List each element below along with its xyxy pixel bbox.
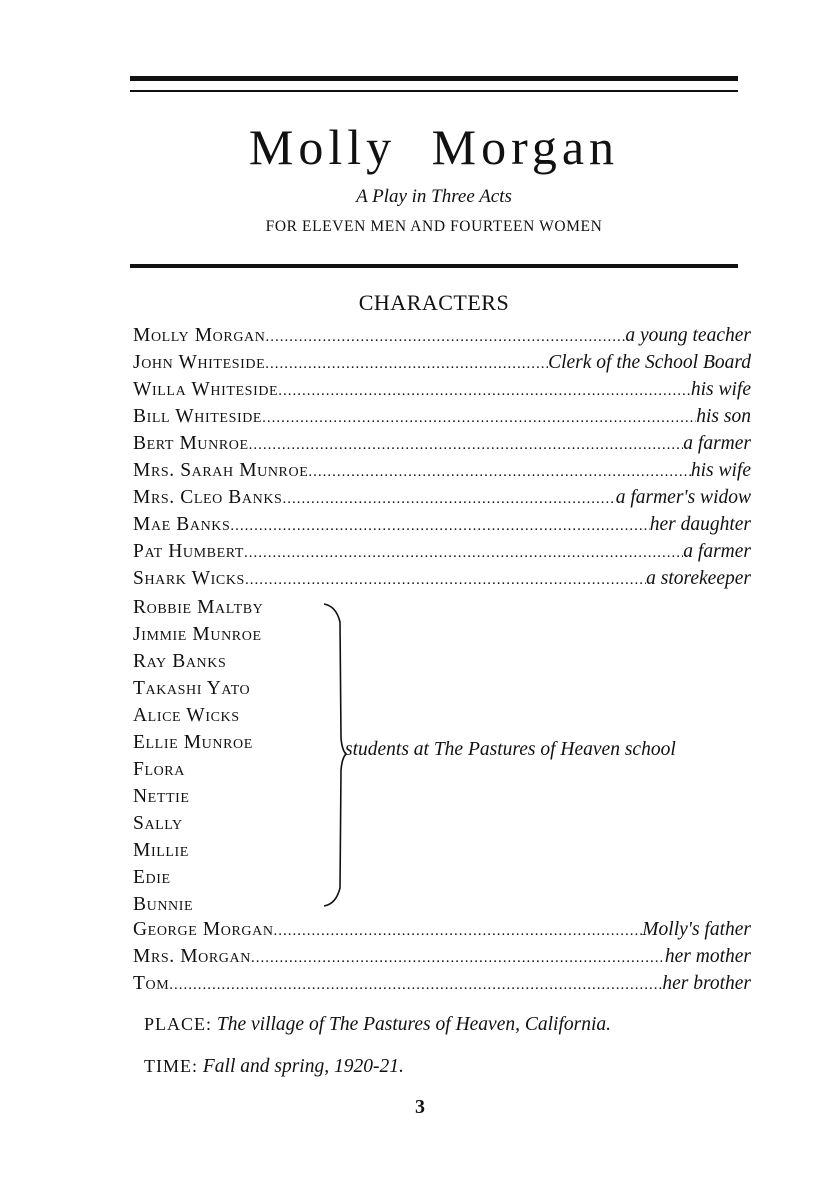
leader-dots <box>262 405 696 432</box>
leader-dots <box>230 513 649 540</box>
leader-dots <box>308 459 690 486</box>
character-role: her brother <box>662 973 751 994</box>
leader-dots <box>265 324 625 351</box>
student-name: Ellie Munroe <box>133 732 253 753</box>
character-row <box>133 916 751 943</box>
student-name: Millie <box>133 840 189 861</box>
student-name: Robbie Maltby <box>133 597 264 618</box>
student-name: Takashi Yato <box>133 678 251 699</box>
time-label: TIME: <box>144 1056 198 1076</box>
character-row <box>133 538 751 565</box>
time-line <box>144 1056 404 1078</box>
student-name: Jimmie Munroe <box>133 624 262 645</box>
character-role: a storekeeper <box>646 568 751 589</box>
character-row <box>133 322 751 349</box>
place-label: PLACE: <box>144 1014 213 1034</box>
character-name: Tom <box>133 973 170 994</box>
character-row <box>133 970 751 997</box>
character-row <box>133 943 751 970</box>
character-row <box>133 457 751 484</box>
character-name: Molly Morgan <box>133 325 266 346</box>
character-role: her daughter <box>649 514 751 535</box>
character-name: George Morgan <box>133 919 274 940</box>
character-role: Molly's father <box>642 919 751 940</box>
place-line <box>144 1014 611 1036</box>
student-name: Nettie <box>133 786 190 807</box>
character-name: Bill Whiteside <box>133 406 263 427</box>
leader-dots <box>169 972 662 999</box>
time-value: Fall and spring, 1920-21. <box>202 1056 404 1077</box>
character-name: Mae Banks <box>133 514 231 535</box>
leader-dots <box>265 351 548 378</box>
page-number: 3 <box>415 1096 425 1118</box>
character-role: his wife <box>690 460 751 481</box>
character-row <box>133 376 751 403</box>
cast-count: FOR ELEVEN MEN AND FOURTEEN WOMEN <box>265 218 603 235</box>
character-name: Mrs. Morgan <box>133 946 251 967</box>
student-name: Sally <box>133 813 183 834</box>
character-row <box>133 565 751 592</box>
characters-heading: CHARACTERS <box>358 290 510 315</box>
character-role: a young teacher <box>625 325 751 346</box>
play-subtitle: A Play in Three Acts <box>356 186 512 207</box>
character-row <box>133 403 751 430</box>
leader-dots <box>249 432 684 459</box>
student-name: Alice Wicks <box>133 705 240 726</box>
leader-dots <box>278 378 691 405</box>
leader-dots <box>282 486 615 513</box>
character-name: Willa Whiteside <box>133 379 279 400</box>
character-row <box>133 511 751 538</box>
character-role: a farmer's widow <box>615 487 751 508</box>
play-title: Molly Morgan <box>248 119 620 175</box>
character-row <box>133 430 751 457</box>
top-rule-thin <box>130 90 738 92</box>
student-name: Edie <box>133 867 171 888</box>
character-role: his wife <box>690 379 751 400</box>
top-rule-thick <box>130 76 738 81</box>
character-role: a farmer <box>683 433 751 454</box>
character-row <box>133 484 751 511</box>
character-name: Pat Humbert <box>133 541 245 562</box>
leader-dots <box>274 918 643 945</box>
students-group-role: students at The Pastures of Heaven school <box>345 739 676 760</box>
leader-dots <box>251 945 665 972</box>
character-row <box>133 349 751 376</box>
character-role: his son <box>696 406 751 427</box>
character-name: Mrs. Cleo Banks <box>133 487 283 508</box>
character-role: Clerk of the School Board <box>548 352 751 373</box>
student-name: Ray Banks <box>133 651 227 672</box>
character-role: her mother <box>664 946 751 967</box>
leader-dots <box>244 540 683 567</box>
student-name: Bunnie <box>133 894 194 915</box>
place-value: The village of The Pastures of Heaven, California. <box>216 1014 612 1035</box>
character-name: Bert Munroe <box>133 433 249 454</box>
middle-rule <box>130 264 738 268</box>
student-name: Flora <box>133 759 185 780</box>
character-name: Shark Wicks <box>133 568 245 589</box>
character-name: Mrs. Sarah Munroe <box>133 460 309 481</box>
character-role: a farmer <box>683 541 751 562</box>
character-name: John Whiteside <box>133 352 266 373</box>
leader-dots <box>245 567 646 594</box>
